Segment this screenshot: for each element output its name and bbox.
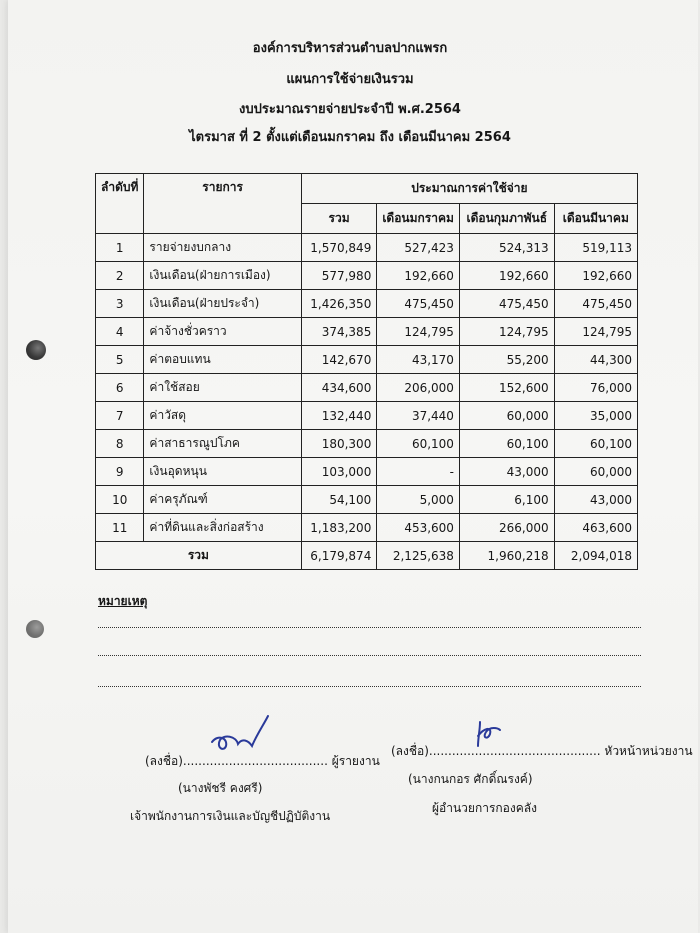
row-total: 142,670: [301, 346, 377, 374]
row-no: 4: [96, 318, 144, 346]
table-row: [96, 374, 638, 402]
col-header-no: ลำดับที่: [96, 174, 144, 234]
row-jan: 43,170: [377, 346, 460, 374]
row-mar: 60,100: [554, 430, 637, 458]
header-budget: งบประมาณรายจ่ายประจำปี พ.ศ.2564: [239, 102, 461, 117]
note-line: [98, 686, 641, 687]
note-line: [98, 655, 641, 656]
row-mar: 60,000: [554, 458, 637, 486]
row-no: 9: [96, 458, 144, 486]
row-no: 6: [96, 374, 144, 402]
row-feb: 43,000: [459, 458, 554, 486]
row-mar: 76,000: [554, 374, 637, 402]
row-total: 1,570,849: [301, 234, 377, 262]
right-role: หัวหน้าหน่วยงาน: [604, 744, 693, 758]
row-mar: 35,000: [554, 402, 637, 430]
budget-table: [95, 173, 638, 570]
row-total: 374,385: [301, 318, 377, 346]
row-no: 1: [96, 234, 144, 262]
row-item: ค่าสาธารณูปโภค: [144, 430, 301, 458]
row-total: 54,100: [301, 486, 377, 514]
table-row: [96, 318, 638, 346]
table-row: [96, 458, 638, 486]
row-item: ค่าตอบแทน: [144, 346, 301, 374]
row-feb: 55,200: [459, 346, 554, 374]
table-row: [96, 346, 638, 374]
left-signer-position: เจ้าพนักงานการเงินและบัญชีปฏิบัติงาน: [130, 809, 331, 823]
table-row: [96, 290, 638, 318]
right-signer-name: (นางกนกอร ศักดิ์ณรงค์): [408, 772, 533, 786]
row-item: ค่าใช้สอย: [144, 374, 301, 402]
row-item: รายจ่ายงบกลาง: [144, 234, 301, 262]
col-header-total: รวม: [301, 204, 377, 234]
row-no: 5: [96, 346, 144, 374]
row-feb: 266,000: [459, 514, 554, 542]
row-jan: 60,100: [377, 430, 460, 458]
row-no: 11: [96, 514, 144, 542]
col-header-item: รายการ: [144, 174, 301, 234]
row-mar: 475,450: [554, 290, 637, 318]
row-no: 10: [96, 486, 144, 514]
row-no: 2: [96, 262, 144, 290]
left-signature-image: [208, 712, 272, 756]
row-jan: 475,450: [377, 290, 460, 318]
row-total: 132,440: [301, 402, 377, 430]
sum-feb: 1,960,218: [459, 542, 554, 570]
row-mar: 43,000: [554, 486, 637, 514]
row-jan: -: [377, 458, 460, 486]
row-item: ค่าวัสดุ: [144, 402, 301, 430]
punch-hole-top: [26, 340, 46, 360]
sum-jan: 2,125,638: [377, 542, 460, 570]
note-line: [98, 627, 641, 628]
table-row: [96, 402, 638, 430]
row-feb: 152,600: [459, 374, 554, 402]
right-signer-position: ผู้อำนวยการกองคลัง: [432, 801, 537, 815]
row-total: 1,183,200: [301, 514, 377, 542]
row-total: 577,980: [301, 262, 377, 290]
row-total: 103,000: [301, 458, 377, 486]
table-row: [96, 486, 638, 514]
header-org: องค์การบริหารส่วนตำบลปากแพรก: [252, 41, 448, 56]
row-mar: 124,795: [554, 318, 637, 346]
row-item: ค่าที่ดินและสิ่งก่อสร้าง: [144, 514, 301, 542]
row-mar: 463,600: [554, 514, 637, 542]
header-period: ไตรมาส ที่ 2 ตั้งแต่เดือนมกราคม ถึง เดือนมีนาคม 2564: [189, 130, 511, 145]
header-plan: แผนการใช้จ่ายเงินรวม: [286, 72, 414, 87]
row-no: 8: [96, 430, 144, 458]
right-signature-image: [470, 716, 504, 750]
row-no: 3: [96, 290, 144, 318]
row-jan: 192,660: [377, 262, 460, 290]
row-item: ค่าจ้างชั่วคราว: [144, 318, 301, 346]
col-header-group: ประมาณการค่าใช้จ่าย: [301, 174, 637, 204]
row-jan: 37,440: [377, 402, 460, 430]
right-sign-line: [391, 742, 693, 761]
table-row: [96, 234, 638, 262]
row-total: 434,600: [301, 374, 377, 402]
punch-hole-bottom: [26, 620, 44, 638]
row-feb: 475,450: [459, 290, 554, 318]
col-header-mar: เดือนมีนาคม: [554, 204, 637, 234]
left-signer-name: (นางพัชรี คงศรี): [178, 781, 263, 795]
sum-label: รวม: [96, 542, 302, 570]
table-row: [96, 262, 638, 290]
row-feb: 524,313: [459, 234, 554, 262]
row-feb: 60,000: [459, 402, 554, 430]
row-jan: 527,423: [377, 234, 460, 262]
row-mar: 192,660: [554, 262, 637, 290]
row-jan: 453,600: [377, 514, 460, 542]
table-row: [96, 430, 638, 458]
row-jan: 206,000: [377, 374, 460, 402]
table-row: [96, 514, 638, 542]
sum-total: 6,179,874: [301, 542, 377, 570]
row-jan: 124,795: [377, 318, 460, 346]
row-feb: 60,100: [459, 430, 554, 458]
row-mar: 44,300: [554, 346, 637, 374]
row-item: เงินอุดหนุน: [144, 458, 301, 486]
col-header-feb: เดือนกุมภาพันธ์: [459, 204, 554, 234]
col-header-jan: เดือนมกราคม: [377, 204, 460, 234]
row-item: เงินเดือน(ฝ่ายประจำ): [144, 290, 301, 318]
row-item: เงินเดือน(ฝ่ายการเมือง): [144, 262, 301, 290]
row-jan: 5,000: [377, 486, 460, 514]
row-total: 180,300: [301, 430, 377, 458]
left-sign-prefix: (ลงชื่อ)......................................: [145, 754, 328, 768]
row-feb: 192,660: [459, 262, 554, 290]
left-role: ผู้รายงาน: [331, 754, 380, 768]
notes-title: หมายเหตุ: [98, 594, 148, 608]
row-mar: 519,113: [554, 234, 637, 262]
row-feb: 124,795: [459, 318, 554, 346]
row-item: ค่าครุภัณฑ์: [144, 486, 301, 514]
sum-mar: 2,094,018: [554, 542, 637, 570]
row-feb: 6,100: [459, 486, 554, 514]
row-total: 1,426,350: [301, 290, 377, 318]
right-sign-prefix: (ลงชื่อ).............................................: [391, 744, 601, 758]
row-no: 7: [96, 402, 144, 430]
